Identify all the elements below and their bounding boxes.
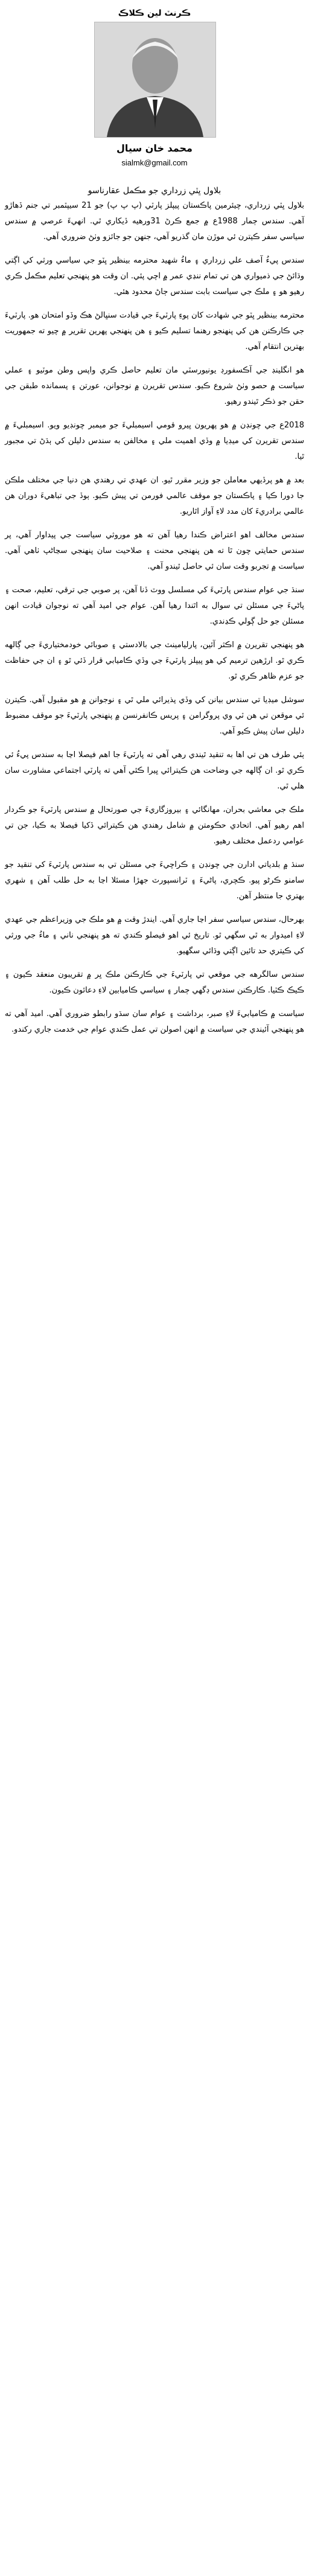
- article-paragraph: ٻئي طرف هن تي اها به تنقيد ٿيندي رهي آهي ته پارٽيءَ جا اهم فيصلا اڃا به سندس پيءُ ئي ڪري ٿو. ان ڳالهه جي وضاحت هن ڪيترائي ڀيرا ڪئي آهي ته پارٽي اجتماعي مشاورت سان هلي ٿي.: [5, 750, 304, 791]
- author-portrait-icon: [95, 22, 215, 137]
- article-paragraph: هو انگلينڊ جي آڪسفورڊ يونيورسٽي مان تعليم حاصل ڪري واپس وطن موٽيو ۽ عملي سياست ۾ حصو وٺڻ شروع ڪيو. سندس تقريرن ۾ نوجوانن، عورتن ۽ پسمانده طبقن جي حقن جو ذڪر ٿيندو رهيو.: [5, 366, 304, 406]
- article-paragraph: هو پنهنجي تقريرن ۾ اڪثر آئين، پارليامينٽ جي بالادستي ۽ صوبائي خودمختياريءَ جي ڳالهه ڪري ٿو. ارڙهين ترميم کي هو پيپلز پارٽيءَ جي وڏي ڪاميابي قرار ڏئي ٿو ۽ ان جي حفاظت جو عزم ظاهر ڪري ٿو.: [5, 641, 304, 681]
- article-paragraph: سندس مخالف اهو اعتراض ڪندا رهيا آهن ته هو موروثي سياست جي پيداوار آهي، پر سندس حمايتي چون ٿا ته هن پنهنجي محنت ۽ صلاحيت سان پنهنجي سڃاڻپ ٺاهي آهي. سياست ۾ تجربو وقت سان ئي حاصل ٿيندو آهي.: [5, 531, 304, 571]
- article-paragraph: سنڌ جي عوام سندس پارٽيءَ کي مسلسل ووٽ ڏنا آهن، پر صوبي جي ترقي، تعليم، صحت ۽ پاڻيءَ جي مسئلن تي سوال به اٿندا رهيا آهن. عوام جي اميد آهي ته نوجوان قيادت انهن مسئلن جو حل ڳولي ڪڍندي.: [5, 586, 304, 626]
- article-paragraph: سنڌ ۾ بلدياتي ادارن جي چونڊن ۽ ڪراچيءَ جي مسئلن تي به سندس پارٽيءَ کي تنقيد جو سامنو ڪرڻو پيو. ڪچري، پاڻيءَ ۽ ٽرانسپورٽ جهڙا مسئلا اڃا به حل طلب آهن ۽ شهري بهتري جا منتظر آهن.: [5, 860, 304, 901]
- author-email: sialmk@gmail.com: [121, 158, 188, 167]
- article-paragraph: ملڪ جي معاشي بحران، مهانگائي ۽ بيروزگاريءَ جي صورتحال ۾ سندس پارٽيءَ جو ڪردار اهم رهيو آهي. اتحادي حڪومتن ۾ شامل رهندي هن ڪيترائي ڏکيا فيصلا به ڪيا، جن تي عوامي ردعمل مختلف رهيو.: [5, 805, 304, 846]
- article-paragraph: سوشل ميڊيا تي سندس بيانن کي وڏي پذيرائي ملي ٿي ۽ نوجوانن ۾ هو مقبول آهي. ڪيترن ئي موقعن تي هن ٽي وي پروگرامن ۽ پريس ڪانفرنسن ۾ پنهنجي پارٽيءَ جو موقف مضبوط دليلن سان پيش ڪيو آهي.: [5, 695, 304, 736]
- column-title: ڪرنٽ لين ڪلاڪ: [118, 8, 191, 18]
- column-header: [0, 0, 309, 181]
- article-paragraph: سندس پيءُ آصف علي زرداري ۽ ماءُ شهيد محترمه بينظير ڀٽو جي سياسي ورثي کي اڳتي وڌائڻ جي ذميواري هن تي تمام ننڍي عمر ۾ اچي پئي. ان وقت هو پنهنجي تعليم مڪمل ڪري رهيو هو ۽ ملڪ جي سياست بابت سندس ڄاڻ محدود هئي.: [5, 256, 304, 296]
- article-body: [0, 198, 309, 1038]
- author-photo: [94, 22, 216, 138]
- author-name: محمد خان سيال: [116, 142, 193, 154]
- article-paragraph: 2018ع جي چونڊن ۾ هو پهريون ڀيرو قومي اسيمبليءَ جو ميمبر چونڊيو ويو. اسيمبليءَ ۾ سندس تقريرن کي ميڊيا ۾ وڏي اهميت ملي ۽ مخالفن به سندس دليلن کي ٻڌڻ تي مجبور ٿيا.: [5, 421, 304, 461]
- article-paragraph: سندس سالگرهه جي موقعي تي پارٽيءَ جي ڪارڪنن ملڪ ڀر ۾ تقريبون منعقد ڪيون ۽ ڪيڪ ڪٽيا. ڪارڪنن سندس ڊگهي ڄمار ۽ سياسي ڪاميابين لاءِ دعائون ڪيون.: [5, 970, 304, 995]
- article-paragraph: بلاول ڀٽي زرداري، چيئرمين پاڪستان پيپلز پارٽي (پ پ پ) جو 21 سيپٽمبر تي جنم ڏهاڙو آهي. سندس ڄمار 1988ع ۾ جمع ڪرڻ 31ورهيه ڏيکاري ٿي. انهيءَ عرصي ۾ سندس سياسي سفر ڪيترن ئي موڙن مان گذريو آهي، جنهن جو جائزو وٺڻ ضروري آهي.: [5, 201, 304, 241]
- article-title: بلاول ڀٽي زرداري جو مڪمل عقارناسو: [88, 186, 221, 196]
- article-paragraph: محترمه بينظير ڀٽو جي شهادت کان پوءِ پارٽيءَ جي قيادت سنڀالڻ هڪ وڏو امتحان هو. پارٽيءَ جي ڪارڪنن هن کي پنهنجو رهنما تسليم ڪيو ۽ هن پنهنجي پهرين تقرير ۾ چيو ته جمهوريت بهترين انتقام آهي.: [5, 311, 304, 351]
- article-paragraph: سياست ۾ ڪاميابيءَ لاءِ صبر، برداشت ۽ عوام سان سڌو رابطو ضروري آهي. اميد آهي ته هو پنهنجي آئيندي جي سياست ۾ انهن اصولن تي عمل ڪندي عوام جي خدمت جاري رکندو.: [5, 1009, 304, 1034]
- article-paragraph: بهرحال، سندس سياسي سفر اڃا جاري آهي. ايندڙ وقت ۾ هو ملڪ جي وزيراعظم جي عهدي لاءِ اميدوار به ٿي سگهي ٿو. تاريخ ئي اهو فيصلو ڪندي ته هو پنهنجي ناني ۽ ماءُ جي ورثي کي ڪيتري حد تائين اڳتي وڌائي سگهيو.: [5, 915, 304, 956]
- article-paragraph: بعد ۾ هو پرڏيهي معاملن جو وزير مقرر ٿيو. ان عهدي تي رهندي هن دنيا جي مختلف ملڪن جا دورا ڪيا ۽ پاڪستان جو موقف عالمي فورمن تي پيش ڪيو. ٻوڏ جي تباهيءَ دوران هن عالمي برادريءَ کان مدد لاءِ آواز اٿاريو.: [5, 476, 304, 516]
